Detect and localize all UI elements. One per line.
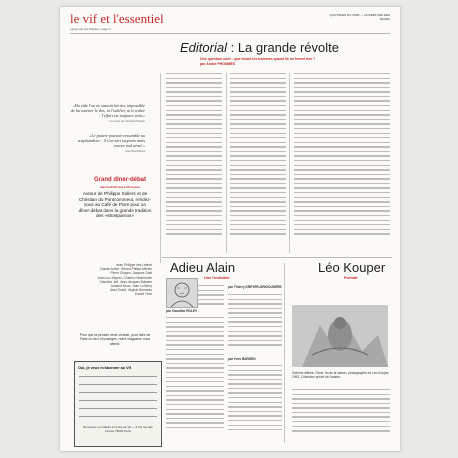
alain-byline-2: par Thierry DREYER-GRIGOUDÈRE (228, 285, 282, 289)
alain-column-2 (228, 294, 282, 354)
kouper-caption: Sixième affiche, l'hiver, fin de la saison, photographie de Léo Kouper, 1993. Collection privée de l'auteur. (292, 371, 390, 380)
editorial-column-2 (230, 73, 286, 251)
guest-line: Armand Noun, Joan Lu Berry (110, 284, 152, 289)
coupon-heading: Oui, je veux m'abonner au Vif (78, 366, 131, 370)
coupon-field[interactable] (79, 416, 157, 417)
column-rule (284, 263, 285, 443)
quote-1-source: La Lettre de Christian Prigent (109, 118, 145, 123)
alain-headline: Adieu Alain (170, 260, 236, 275)
masthead-info: QUOTIDIEN DU SOIR — OUVERTURE DES PAGES (329, 13, 390, 21)
masthead-subtitle: Lancé par les Pastiers, page 4 (70, 27, 111, 31)
quote-2-source: Jean Baudrillard (125, 148, 145, 153)
diner-closing: Pour que la pensée reste vivante, pour faire de Paris un lieu d'échanges, notre magazine vous attend. (79, 333, 151, 346)
alain-column-1 (166, 317, 224, 443)
newspaper-page (60, 7, 400, 451)
guest-line: Claudine Jeff, Jean-Jacques Boissier (99, 279, 152, 284)
kouper-headline: Léo Kouper (318, 260, 386, 275)
quote-1-text: «Du vide l'on ne saurait hériter, impossible de lui tourner le dos, ni l'oublier, ni le trahir : l'effort est toujours vain.» (70, 103, 145, 119)
coupon-field[interactable] (79, 408, 157, 409)
editorial-title: La grande révolte (237, 40, 339, 55)
diner-body: Autour de Philippe Sollers et de Christian du Pontcommeut, rendez-vous au Café de Flore pour un dîner-débat dans la grande tradition des «Montparnos» (78, 191, 152, 219)
subscription-coupon[interactable] (74, 361, 162, 447)
diner-title: Grand dîner-débat (93, 177, 146, 183)
guests-label: avec Philippe des Lettres (116, 263, 152, 267)
quote-2 (70, 133, 145, 154)
alain-portrait-drawing (166, 278, 198, 308)
coupon-field[interactable] (79, 400, 157, 401)
guest-line: Pierre Citoyen, Jacques Gotti (110, 271, 152, 276)
diner-date: mercredi 29 mai à 20 heures (99, 185, 141, 189)
quote-2-text: «Le pauvre pouvoir ressemble au scaphandrier : il s'en sort toujours mais encore mal armé.» (77, 133, 145, 149)
alain-column-3 (228, 365, 282, 443)
editorial-column-3 (294, 73, 390, 251)
coupon-field[interactable] (79, 392, 157, 393)
kouper-subtitle: Portrait (344, 276, 358, 280)
editorial-byline: par André PHONMÈS (200, 62, 236, 66)
section-divider (162, 257, 392, 258)
coupon-field[interactable] (79, 384, 157, 385)
alain-subtitle: Une l'indicible (204, 276, 230, 280)
coupon-field[interactable] (79, 376, 157, 377)
alain-byline-3: par Yves BARDEN (228, 357, 256, 361)
quote-1 (70, 103, 145, 124)
column-rule (289, 73, 290, 253)
guest-line: Jean Dutuit, Virginie Bonneau (109, 288, 152, 293)
guest-line: Claude André, Gérard Philipe-Mérieu (99, 267, 152, 272)
coupon-footer: Renvoyez ce bulletin à l'ordre de Vif — 6 bis rue des Lettres 75006 Paris (83, 425, 153, 433)
header-rule (70, 33, 390, 34)
kouper-column (292, 389, 390, 443)
kouper-poster-image (292, 305, 388, 367)
column-rule (160, 73, 161, 263)
editorial-label: Editorial (180, 40, 227, 55)
diner-guest-list (78, 263, 152, 297)
guest-line: Jean-Luc Déprez, Charles Delabroude (97, 275, 152, 280)
editorial-subtitle: Une question osée : que feront les hommes quand ils ne feront rien ? (200, 57, 316, 61)
editorial-column-1 (166, 73, 222, 251)
editorial-headline: Editorial : La grande révolte (180, 40, 339, 55)
column-rule (226, 73, 227, 253)
alain-column-1a (198, 285, 224, 311)
masthead-title: le vif et l'essentiel (70, 11, 164, 26)
alain-byline-1: par Claudine ROLEY (166, 309, 198, 313)
guest-line: Daniel Yvon (135, 292, 152, 297)
